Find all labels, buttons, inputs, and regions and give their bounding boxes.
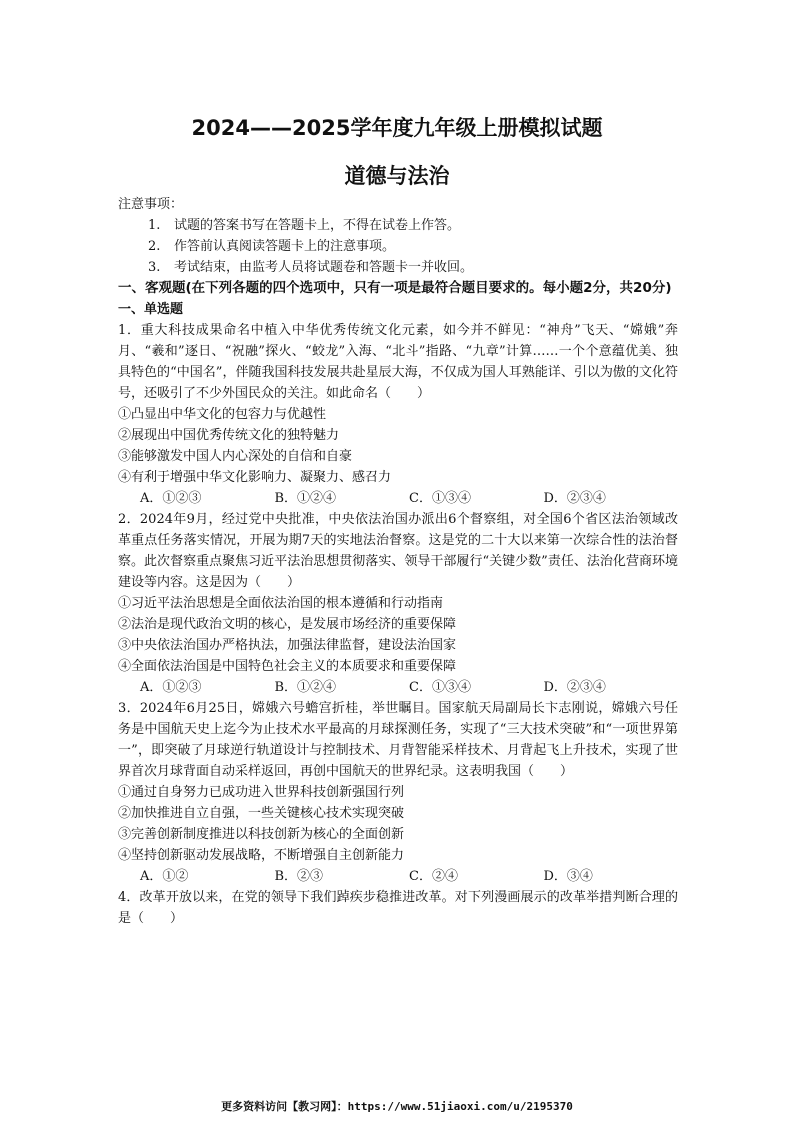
notice-item-number: 3. [148,260,161,275]
notice-item [118,215,678,236]
statement-option: ③能够激发中国人内心深处的自信和自豪 [118,449,353,464]
notice-item-text: 考试结束，由监考人员将试题卷和答题卡一并收回。 [174,260,474,275]
subject-title: 道德与法治 [344,164,450,188]
choice-b: B．①②④ [274,491,337,506]
choice-d: D．②③④ [543,491,606,506]
choice-a: A．①②③ [140,491,202,506]
question-1 [118,320,678,509]
statement-option: ④坚持创新驱动发展战略，不断增强自主创新能力 [118,848,405,863]
statement-option: ①习近平法治思想是全面依法治国的根本遵循和行动指南 [118,596,444,611]
choice-d: D．②③④ [543,680,606,695]
statement-option: ②加快推进自立自强，一些关键核心技术实现突破 [118,806,405,821]
question-stem: 3．2024年6月25日，嫦娥六号蟾宫折桂，举世瞩目。国家航天局副局长卞志刚说，嫦娥六号任务是中国航天史上迄今为止技术水平最高的月球探测任务，实现了“三大技术突破”和“一项世界第一”，即突破了月球逆行轨道设计与控制技术、月背智能采样技术、月背起飞上升技术，实现了世界首次月球背面自动采样返回，再创中国航天的世界纪录。这表明我国（ ） [118,701,678,779]
footer-link[interactable] [0,1098,794,1114]
notice-item-number: 1. [148,218,161,233]
exam-title: 2024——2025学年度九年级上册模拟试题 [191,116,603,140]
answer-choices [118,488,678,509]
choice-c: C．①③④ [409,491,471,506]
section-heading: 一、客观题(在下列各题的四个选项中，只有一项是最符合题目要求的。每小题2分，共20分) [118,280,672,296]
notice-item-text: 试题的答案书写在答题卡上，不得在试卷上作答。 [174,218,461,233]
question-3 [118,698,678,887]
notice-item [118,236,678,257]
notice-item-text: 作答前认真阅读答题卡上的注意事项。 [174,239,396,254]
exam-content [118,194,678,929]
statement-option: ④有利于增强中华文化影响力、凝聚力、感召力 [118,470,392,485]
statement-option: ④全面依法治国是中国特色社会主义的本质要求和重要保障 [118,659,457,674]
choice-a: A．①② [140,869,189,884]
answer-choices [118,677,678,698]
choice-c: C．②④ [409,869,458,884]
notice-heading: 注意事项： [118,197,184,212]
question-2 [118,509,678,698]
statement-option: ③中央依法治国办严格执法，加强法律监督，建设法治国家 [118,638,457,653]
choice-c: C．①③④ [409,680,471,695]
footer-link-text[interactable]: 更多资料访问【教习网】：https://www.51jiaoxi.com/u/2195370 [221,1100,573,1113]
question-stem: 2．2024年9月，经过党中央批准，中央依法治国办派出6个督察组，对全国6个省区法治领域改革重点任务落实情况，开展为期7天的实地法治督察。这是党的二十大以来第一次综合性的法治督察。此次督察重点聚焦习近平法治思想贯彻落实、领导干部履行“关键少数”责任、法治化营商环境建设等内容。这是因为（ ） [118,512,678,590]
choice-b: B．②③ [274,869,324,884]
question-4 [118,887,678,929]
notice-item [118,257,678,278]
choice-b: B．①②④ [274,680,337,695]
question-stem: 1．重大科技成果命名中植入中华优秀传统文化元素，如今并不鲜见：“神舟”飞天、“嫦娥”奔月、“羲和”逐日、“祝融”探火、“蛟龙”入海、“北斗”指路、“九章”计算……一个个意蕴优美、独具特色的“中国名”，伴随我国科技发展共赴星辰大海，不仅成为国人耳熟能详、引以为傲的文化符号，还吸引了不少外国民众的关注。如此命名（ ） [118,323,678,401]
statement-option: ①凸显出中华文化的包容力与优越性 [118,407,327,422]
question-stem: 4．改革开放以来，在党的领导下我们踔疾步稳推进改革。对下列漫画展示的改革举措判断合理的是（ ） [118,890,678,926]
choice-a: A．①②③ [140,680,202,695]
statement-option: ①通过自身努力已成功进入世界科技创新强国行列 [118,785,405,800]
notice-item-number: 2. [148,239,161,254]
sub-section-heading: 一、单选题 [118,302,184,317]
statement-option: ③完善创新制度推进以科技创新为核心的全面创新 [118,827,405,842]
statement-option: ②法治是现代政治文明的核心，是发展市场经济的重要保障 [118,617,457,632]
answer-choices [118,866,678,887]
choice-d: D．③④ [543,869,593,884]
statement-option: ②展现出中国优秀传统文化的独特魅力 [118,428,340,443]
